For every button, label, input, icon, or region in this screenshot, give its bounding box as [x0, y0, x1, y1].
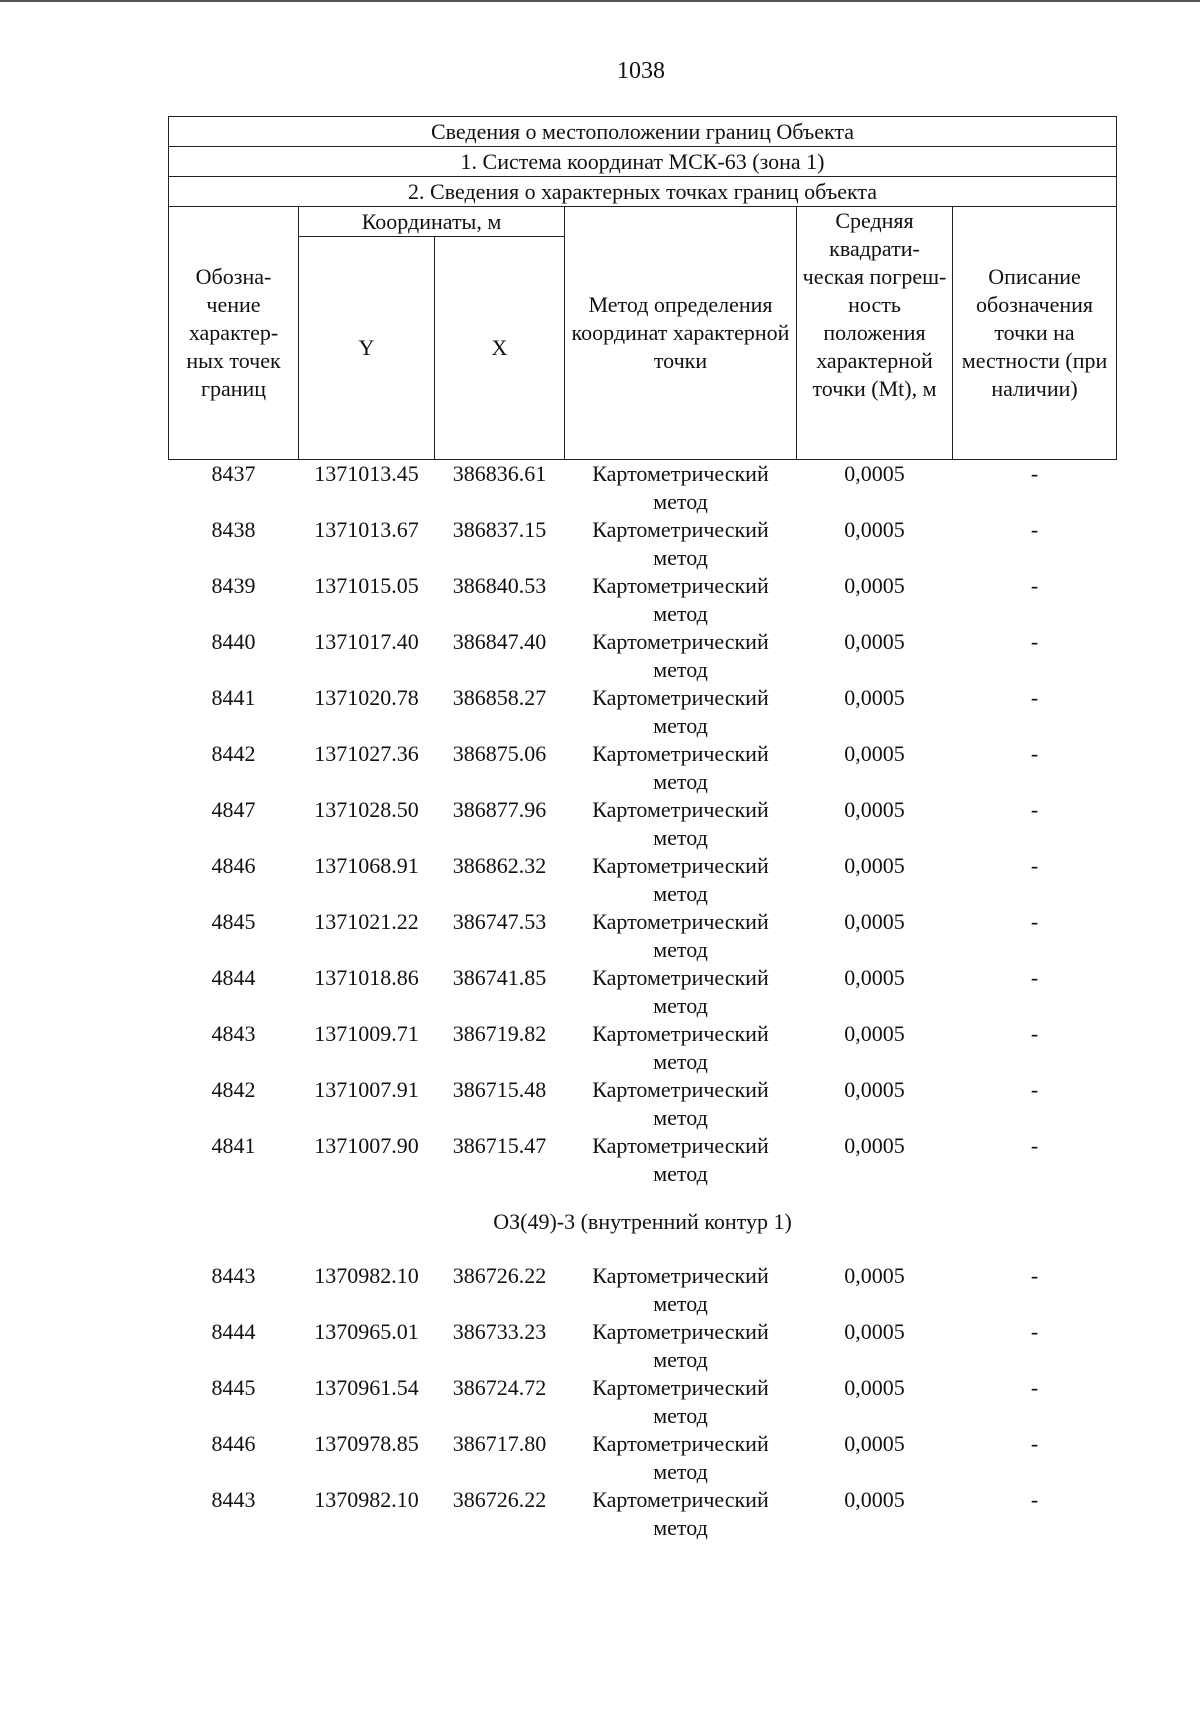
- method-line-1: Картометрический: [592, 1375, 769, 1400]
- point-cell: 4841: [211, 1133, 256, 1158]
- x-coordinate-cell: 386726.22: [452, 1487, 547, 1512]
- method-line-1: Картометрический: [592, 909, 769, 934]
- method-line-2: метод: [653, 1291, 708, 1316]
- x-coordinate-cell: 386747.53: [452, 909, 547, 934]
- method-cell: [565, 1430, 797, 1486]
- table-row: [169, 1318, 1117, 1374]
- error-cell: 0,0005: [844, 1021, 905, 1046]
- method-line-1: Картометрический: [592, 1077, 769, 1102]
- method-cell: [565, 1374, 797, 1430]
- column-header-point: Обозна- чение характер- ных точек границ: [169, 207, 299, 460]
- table-row: [169, 964, 1117, 1020]
- method-line-1: Картометрический: [592, 1133, 769, 1158]
- point-cell: 4844: [211, 965, 256, 990]
- x-coordinate-cell: 386726.22: [452, 1263, 547, 1288]
- description-cell: -: [1030, 1431, 1039, 1456]
- point-cell: 4842: [211, 1077, 256, 1102]
- method-line-2: метод: [653, 825, 708, 850]
- description-cell: -: [1030, 1263, 1039, 1288]
- method-line-1: Картометрический: [592, 1319, 769, 1344]
- y-coordinate-cell: 1371020.78: [314, 685, 419, 710]
- method-line-2: метод: [653, 1161, 708, 1186]
- table-row: [169, 684, 1117, 740]
- description-cell: -: [1030, 853, 1039, 878]
- method-cell: [565, 516, 797, 572]
- y-coordinate-cell: 1371017.40: [314, 629, 419, 654]
- error-cell: 0,0005: [844, 965, 905, 990]
- error-cell: 0,0005: [844, 573, 905, 598]
- point-cell: 8443: [211, 1487, 256, 1512]
- point-cell: 8438: [211, 517, 256, 542]
- method-cell: [565, 684, 797, 740]
- table-row: [169, 516, 1117, 572]
- method-line-2: метод: [653, 1347, 708, 1372]
- point-cell: 8446: [211, 1431, 256, 1456]
- method-line-1: Картометрический: [592, 573, 769, 598]
- y-coordinate-cell: 1371021.22: [314, 909, 419, 934]
- table-row: [169, 1374, 1117, 1430]
- error-cell: 0,0005: [844, 741, 905, 766]
- point-cell: 8441: [211, 685, 256, 710]
- table-body-inner-contour: [169, 1262, 1117, 1542]
- method-line-2: метод: [653, 489, 708, 514]
- method-line-2: метод: [653, 881, 708, 906]
- x-coordinate-cell: 386836.61: [452, 461, 547, 486]
- point-cell: 8442: [211, 741, 256, 766]
- column-header-x: X: [435, 237, 565, 460]
- table-row: [169, 460, 1117, 517]
- method-cell: [565, 740, 797, 796]
- table-row: [169, 1486, 1117, 1542]
- table-row: [169, 1076, 1117, 1132]
- error-cell: 0,0005: [844, 1375, 905, 1400]
- method-line-1: Картометрический: [592, 517, 769, 542]
- table-header: [169, 117, 1117, 460]
- table-row: [169, 1132, 1117, 1188]
- description-cell: -: [1030, 685, 1039, 710]
- method-line-1: Картометрический: [592, 1487, 769, 1512]
- x-coordinate-cell: 386858.27: [452, 685, 547, 710]
- method-line-2: метод: [653, 713, 708, 738]
- table-row: [169, 740, 1117, 796]
- error-cell: 0,0005: [844, 1487, 905, 1512]
- top-border-line: [0, 0, 1200, 2]
- description-cell: -: [1030, 1077, 1039, 1102]
- method-line-1: Картометрический: [592, 741, 769, 766]
- method-line-2: метод: [653, 657, 708, 682]
- error-cell: 0,0005: [844, 797, 905, 822]
- error-cell: 0,0005: [844, 1431, 905, 1456]
- description-cell: -: [1030, 461, 1039, 486]
- method-line-1: Картометрический: [592, 1431, 769, 1456]
- point-cell: 8437: [211, 461, 256, 486]
- y-coordinate-cell: 1371068.91: [314, 853, 419, 878]
- error-cell: 0,0005: [844, 1077, 905, 1102]
- table-title: Сведения о местоположении границ Объекта: [169, 117, 1117, 147]
- table-row: [169, 628, 1117, 684]
- error-cell: 0,0005: [844, 685, 905, 710]
- table-row: [169, 796, 1117, 852]
- method-cell: [565, 1020, 797, 1076]
- method-cell: [565, 852, 797, 908]
- method-line-2: метод: [653, 769, 708, 794]
- description-cell: -: [1030, 797, 1039, 822]
- method-cell: [565, 1132, 797, 1188]
- method-line-2: метод: [653, 937, 708, 962]
- table-row: [169, 1020, 1117, 1076]
- x-coordinate-cell: 386715.48: [452, 1077, 547, 1102]
- method-cell: [565, 460, 797, 517]
- method-line-1: Картометрический: [592, 1263, 769, 1288]
- table-body-outer-contour: [169, 460, 1117, 1189]
- point-cell: 4845: [211, 909, 256, 934]
- y-coordinate-cell: 1370965.01: [314, 1319, 419, 1344]
- page-number: 1038: [617, 58, 665, 84]
- description-cell: -: [1030, 1133, 1039, 1158]
- method-line-2: метод: [653, 1515, 708, 1540]
- x-coordinate-cell: 386847.40: [452, 629, 547, 654]
- table-row: [169, 1262, 1117, 1318]
- method-line-1: Картометрический: [592, 1021, 769, 1046]
- method-cell: [565, 1318, 797, 1374]
- x-coordinate-cell: 386733.23: [452, 1319, 547, 1344]
- y-coordinate-cell: 1371027.36: [314, 741, 419, 766]
- point-cell: 4846: [211, 853, 256, 878]
- method-line-1: Картометрический: [592, 685, 769, 710]
- y-coordinate-cell: 1370982.10: [314, 1487, 419, 1512]
- point-cell: 8440: [211, 629, 256, 654]
- x-coordinate-cell: 386724.72: [452, 1375, 547, 1400]
- method-line-2: метод: [653, 601, 708, 626]
- method-line-2: метод: [653, 1459, 708, 1484]
- point-cell: 8439: [211, 573, 256, 598]
- error-cell: 0,0005: [844, 909, 905, 934]
- method-line-1: Картометрический: [592, 629, 769, 654]
- column-header-y: Y: [299, 237, 435, 460]
- method-line-1: Картометрический: [592, 797, 769, 822]
- error-cell: 0,0005: [844, 1133, 905, 1158]
- section-divider: [169, 1188, 1117, 1262]
- description-cell: -: [1030, 965, 1039, 990]
- point-cell: 4843: [211, 1021, 256, 1046]
- x-coordinate-cell: 386877.96: [452, 797, 547, 822]
- coordinate-system-title: 1. Система координат МСК-63 (зона 1): [169, 147, 1117, 177]
- point-cell: 4847: [211, 797, 256, 822]
- description-cell: -: [1030, 517, 1039, 542]
- y-coordinate-cell: 1370982.10: [314, 1263, 419, 1288]
- error-cell: 0,0005: [844, 1319, 905, 1344]
- x-coordinate-cell: 386717.80: [452, 1431, 547, 1456]
- method-line-2: метод: [653, 1403, 708, 1428]
- description-cell: -: [1030, 1021, 1039, 1046]
- error-cell: 0,0005: [844, 1263, 905, 1288]
- y-coordinate-cell: 1371013.45: [314, 461, 419, 486]
- column-header-coordinates: Координаты, м: [299, 207, 565, 237]
- column-header-description: Описание обозначения точки на местности (при наличии): [953, 207, 1117, 460]
- error-cell: 0,0005: [844, 853, 905, 878]
- method-line-2: метод: [653, 1105, 708, 1130]
- x-coordinate-cell: 386862.32: [452, 853, 547, 878]
- x-coordinate-cell: 386840.53: [452, 573, 547, 598]
- method-line-2: метод: [653, 993, 708, 1018]
- x-coordinate-cell: 386837.15: [452, 517, 547, 542]
- point-cell: 8443: [211, 1263, 256, 1288]
- description-cell: -: [1030, 909, 1039, 934]
- y-coordinate-cell: 1371007.90: [314, 1133, 419, 1158]
- x-coordinate-cell: 386741.85: [452, 965, 547, 990]
- error-cell: 0,0005: [844, 461, 905, 486]
- point-cell: 8445: [211, 1375, 256, 1400]
- y-coordinate-cell: 1371013.67: [314, 517, 419, 542]
- table-row: [169, 1430, 1117, 1486]
- method-cell: [565, 908, 797, 964]
- y-coordinate-cell: 1370978.85: [314, 1431, 419, 1456]
- description-cell: -: [1030, 1319, 1039, 1344]
- y-coordinate-cell: 1371015.05: [314, 573, 419, 598]
- method-cell: [565, 1262, 797, 1318]
- table-row: [169, 572, 1117, 628]
- y-coordinate-cell: 1370961.54: [314, 1375, 419, 1400]
- method-cell: [565, 1486, 797, 1542]
- method-line-2: метод: [653, 1049, 708, 1074]
- method-line-1: Картометрический: [592, 853, 769, 878]
- method-cell: [565, 628, 797, 684]
- x-coordinate-cell: 386719.82: [452, 1021, 547, 1046]
- description-cell: -: [1030, 741, 1039, 766]
- table-row: [169, 908, 1117, 964]
- section-label: ОЗ(49)-3 (внутренний контур 1): [493, 1209, 792, 1234]
- description-cell: -: [1030, 573, 1039, 598]
- boundary-points-table: [168, 116, 1117, 1542]
- method-cell: [565, 1076, 797, 1132]
- method-line-1: Картометрический: [592, 965, 769, 990]
- description-cell: -: [1030, 1487, 1039, 1512]
- method-line-1: Картометрический: [592, 461, 769, 486]
- y-coordinate-cell: 1371009.71: [314, 1021, 419, 1046]
- section-row: [169, 1188, 1117, 1262]
- x-coordinate-cell: 386715.47: [452, 1133, 547, 1158]
- method-line-2: метод: [653, 545, 708, 570]
- table-row: [169, 852, 1117, 908]
- y-coordinate-cell: 1371018.86: [314, 965, 419, 990]
- method-cell: [565, 796, 797, 852]
- column-header-method: Метод определения координат характерной точки: [565, 207, 797, 460]
- x-coordinate-cell: 386875.06: [452, 741, 547, 766]
- points-section-title: 2. Сведения о характерных точках границ объекта: [169, 177, 1117, 207]
- point-cell: 8444: [211, 1319, 256, 1344]
- method-cell: [565, 572, 797, 628]
- method-cell: [565, 964, 797, 1020]
- error-cell: 0,0005: [844, 517, 905, 542]
- column-header-error: Средняя квадрати- ческая погреш- ность положения характерной точки (Mt), м: [797, 207, 953, 460]
- y-coordinate-cell: 1371028.50: [314, 797, 419, 822]
- description-cell: -: [1030, 629, 1039, 654]
- description-cell: -: [1030, 1375, 1039, 1400]
- y-coordinate-cell: 1371007.91: [314, 1077, 419, 1102]
- error-cell: 0,0005: [844, 629, 905, 654]
